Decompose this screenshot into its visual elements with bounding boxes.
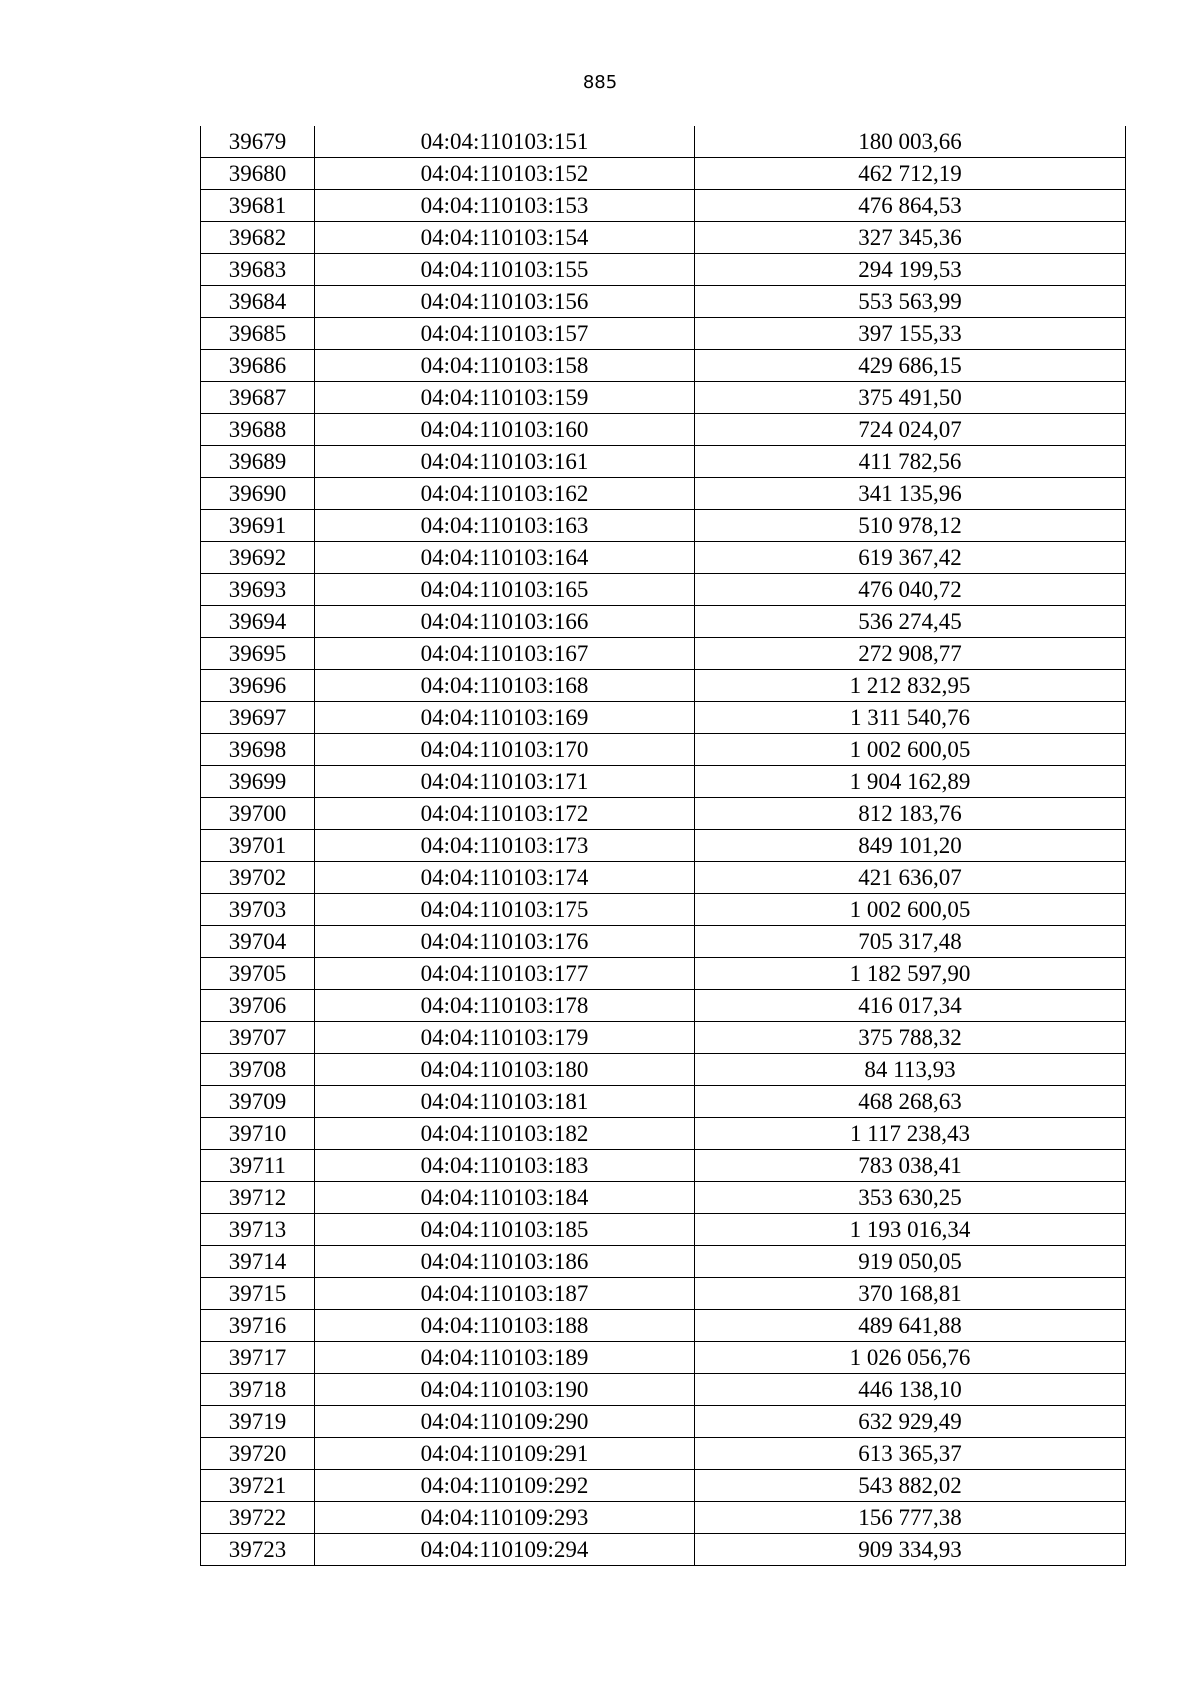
row-number-cell: 39689 <box>201 446 315 478</box>
cadastral-number-cell: 04:04:110103:189 <box>315 1342 695 1374</box>
cadastral-value-cell: 489 641,88 <box>695 1310 1126 1342</box>
cadastral-number-cell: 04:04:110103:156 <box>315 286 695 318</box>
row-number-cell: 39684 <box>201 286 315 318</box>
cadastral-number-cell: 04:04:110103:184 <box>315 1182 695 1214</box>
cadastral-value-cell: 421 636,07 <box>695 862 1126 894</box>
row-number-cell: 39723 <box>201 1534 315 1566</box>
cadastral-number-cell: 04:04:110103:186 <box>315 1246 695 1278</box>
table-row <box>201 446 1126 478</box>
cadastral-value-cell: 1 117 238,43 <box>695 1118 1126 1150</box>
row-number-cell: 39711 <box>201 1150 315 1182</box>
cadastral-value-cell: 619 367,42 <box>695 542 1126 574</box>
cadastral-value-cell: 272 908,77 <box>695 638 1126 670</box>
cadastral-value-cell: 632 929,49 <box>695 1406 1126 1438</box>
row-number-cell: 39713 <box>201 1214 315 1246</box>
cadastral-number-cell: 04:04:110103:190 <box>315 1374 695 1406</box>
cadastral-number-cell: 04:04:110109:293 <box>315 1502 695 1534</box>
cadastral-value-cell: 1 193 016,34 <box>695 1214 1126 1246</box>
cadastral-value-cell: 812 183,76 <box>695 798 1126 830</box>
row-number-cell: 39694 <box>201 606 315 638</box>
cadastral-value-cell: 1 212 832,95 <box>695 670 1126 702</box>
table-row <box>201 254 1126 286</box>
table-row <box>201 926 1126 958</box>
table-body <box>201 126 1126 1566</box>
cadastral-value-cell: 462 712,19 <box>695 158 1126 190</box>
table-row <box>201 670 1126 702</box>
cadastral-value-cell: 849 101,20 <box>695 830 1126 862</box>
cadastral-value-cell: 429 686,15 <box>695 350 1126 382</box>
cadastral-value-cell: 397 155,33 <box>695 318 1126 350</box>
row-number-cell: 39680 <box>201 158 315 190</box>
table-row <box>201 350 1126 382</box>
cadastral-value-cell: 327 345,36 <box>695 222 1126 254</box>
row-number-cell: 39695 <box>201 638 315 670</box>
table-row <box>201 1278 1126 1310</box>
cadastral-number-cell: 04:04:110103:159 <box>315 382 695 414</box>
cadastral-value-cell: 468 268,63 <box>695 1086 1126 1118</box>
table-row <box>201 1118 1126 1150</box>
cadastral-number-cell: 04:04:110109:294 <box>315 1534 695 1566</box>
cadastral-number-cell: 04:04:110103:183 <box>315 1150 695 1182</box>
row-number-cell: 39679 <box>201 126 315 158</box>
row-number-cell: 39696 <box>201 670 315 702</box>
table-row <box>201 1406 1126 1438</box>
table-row <box>201 510 1126 542</box>
row-number-cell: 39687 <box>201 382 315 414</box>
cadastral-value-cell: 1 182 597,90 <box>695 958 1126 990</box>
cadastral-value-cell: 84 113,93 <box>695 1054 1126 1086</box>
row-number-cell: 39685 <box>201 318 315 350</box>
row-number-cell: 39691 <box>201 510 315 542</box>
row-number-cell: 39716 <box>201 1310 315 1342</box>
cadastral-number-cell: 04:04:110109:290 <box>315 1406 695 1438</box>
cadastral-value-cell: 370 168,81 <box>695 1278 1126 1310</box>
cadastral-number-cell: 04:04:110103:167 <box>315 638 695 670</box>
row-number-cell: 39721 <box>201 1470 315 1502</box>
cadastral-value-cell: 375 788,32 <box>695 1022 1126 1054</box>
table-row <box>201 862 1126 894</box>
table-row <box>201 1502 1126 1534</box>
cadastral-value-cell: 909 334,93 <box>695 1534 1126 1566</box>
table-row <box>201 1022 1126 1054</box>
cadastral-number-cell: 04:04:110103:157 <box>315 318 695 350</box>
table-row <box>201 1150 1126 1182</box>
cadastral-number-cell: 04:04:110103:182 <box>315 1118 695 1150</box>
cadastral-number-cell: 04:04:110103:173 <box>315 830 695 862</box>
table-row <box>201 414 1126 446</box>
cadastral-value-cell: 375 491,50 <box>695 382 1126 414</box>
cadastral-number-cell: 04:04:110103:170 <box>315 734 695 766</box>
row-number-cell: 39688 <box>201 414 315 446</box>
table-row <box>201 1310 1126 1342</box>
row-number-cell: 39715 <box>201 1278 315 1310</box>
cadastral-number-cell: 04:04:110103:164 <box>315 542 695 574</box>
cadastral-value-cell: 613 365,37 <box>695 1438 1126 1470</box>
cadastral-value-cell: 353 630,25 <box>695 1182 1126 1214</box>
table-row <box>201 702 1126 734</box>
cadastral-number-cell: 04:04:110103:154 <box>315 222 695 254</box>
row-number-cell: 39719 <box>201 1406 315 1438</box>
cadastral-number-cell: 04:04:110103:181 <box>315 1086 695 1118</box>
table-row <box>201 1342 1126 1374</box>
table-row <box>201 318 1126 350</box>
cadastral-number-cell: 04:04:110103:163 <box>315 510 695 542</box>
cadastral-value-cell: 446 138,10 <box>695 1374 1126 1406</box>
row-number-cell: 39682 <box>201 222 315 254</box>
table-row <box>201 830 1126 862</box>
cadastral-number-cell: 04:04:110103:179 <box>315 1022 695 1054</box>
cadastral-number-cell: 04:04:110103:177 <box>315 958 695 990</box>
cadastral-value-cell: 510 978,12 <box>695 510 1126 542</box>
table-row <box>201 606 1126 638</box>
row-number-cell: 39690 <box>201 478 315 510</box>
row-number-cell: 39702 <box>201 862 315 894</box>
table-row <box>201 1054 1126 1086</box>
row-number-cell: 39718 <box>201 1374 315 1406</box>
row-number-cell: 39712 <box>201 1182 315 1214</box>
cadastral-number-cell: 04:04:110103:171 <box>315 766 695 798</box>
cadastral-number-cell: 04:04:110103:151 <box>315 126 695 158</box>
cadastral-number-cell: 04:04:110103:188 <box>315 1310 695 1342</box>
table-row <box>201 382 1126 414</box>
table-row <box>201 990 1126 1022</box>
row-number-cell: 39707 <box>201 1022 315 1054</box>
row-number-cell: 39698 <box>201 734 315 766</box>
cadastral-number-cell: 04:04:110103:169 <box>315 702 695 734</box>
cadastral-number-cell: 04:04:110103:176 <box>315 926 695 958</box>
cadastral-value-cell: 180 003,66 <box>695 126 1126 158</box>
cadastral-number-cell: 04:04:110103:175 <box>315 894 695 926</box>
row-number-cell: 39693 <box>201 574 315 606</box>
table-row <box>201 894 1126 926</box>
table-row <box>201 798 1126 830</box>
cadastral-number-cell: 04:04:110109:292 <box>315 1470 695 1502</box>
row-number-cell: 39692 <box>201 542 315 574</box>
row-number-cell: 39714 <box>201 1246 315 1278</box>
table-row <box>201 734 1126 766</box>
cadastral-value-cell: 1 311 540,76 <box>695 702 1126 734</box>
cadastral-value-cell: 919 050,05 <box>695 1246 1126 1278</box>
row-number-cell: 39722 <box>201 1502 315 1534</box>
cadastral-value-cell: 411 782,56 <box>695 446 1126 478</box>
cadastral-value-cell: 476 864,53 <box>695 190 1126 222</box>
table-row <box>201 1086 1126 1118</box>
cadastral-value-cell: 536 274,45 <box>695 606 1126 638</box>
cadastral-number-cell: 04:04:110103:166 <box>315 606 695 638</box>
row-number-cell: 39700 <box>201 798 315 830</box>
cadastral-value-cell: 156 777,38 <box>695 1502 1126 1534</box>
cadastral-value-cell: 1 002 600,05 <box>695 894 1126 926</box>
cadastral-number-cell: 04:04:110103:178 <box>315 990 695 1022</box>
table-row <box>201 638 1126 670</box>
cadastral-value-cell: 416 017,34 <box>695 990 1126 1022</box>
row-number-cell: 39703 <box>201 894 315 926</box>
cadastral-number-cell: 04:04:110103:161 <box>315 446 695 478</box>
row-number-cell: 39720 <box>201 1438 315 1470</box>
cadastral-number-cell: 04:04:110103:153 <box>315 190 695 222</box>
table-row <box>201 1534 1126 1566</box>
cadastral-number-cell: 04:04:110103:165 <box>315 574 695 606</box>
cadastral-number-cell: 04:04:110103:152 <box>315 158 695 190</box>
row-number-cell: 39706 <box>201 990 315 1022</box>
cadastral-number-cell: 04:04:110103:185 <box>315 1214 695 1246</box>
table-row <box>201 1470 1126 1502</box>
table-row <box>201 958 1126 990</box>
cadastral-value-cell: 341 135,96 <box>695 478 1126 510</box>
row-number-cell: 39709 <box>201 1086 315 1118</box>
cadastral-number-cell: 04:04:110103:168 <box>315 670 695 702</box>
cadastral-value-cell: 294 199,53 <box>695 254 1126 286</box>
table-row <box>201 190 1126 222</box>
table-row <box>201 222 1126 254</box>
row-number-cell: 39708 <box>201 1054 315 1086</box>
table-row <box>201 542 1126 574</box>
cadastral-number-cell: 04:04:110103:172 <box>315 798 695 830</box>
row-number-cell: 39699 <box>201 766 315 798</box>
cadastral-number-cell: 04:04:110109:291 <box>315 1438 695 1470</box>
row-number-cell: 39681 <box>201 190 315 222</box>
table-row <box>201 126 1126 158</box>
row-number-cell: 39710 <box>201 1118 315 1150</box>
table-row <box>201 1438 1126 1470</box>
cadastral-value-cell: 724 024,07 <box>695 414 1126 446</box>
row-number-cell: 39697 <box>201 702 315 734</box>
cadastral-value-cell: 705 317,48 <box>695 926 1126 958</box>
cadastral-value-cell: 1 002 600,05 <box>695 734 1126 766</box>
page-number: 885 <box>582 72 618 93</box>
cadastral-value-cell: 1 904 162,89 <box>695 766 1126 798</box>
row-number-cell: 39704 <box>201 926 315 958</box>
row-number-cell: 39705 <box>201 958 315 990</box>
cadastral-number-cell: 04:04:110103:174 <box>315 862 695 894</box>
table-row <box>201 766 1126 798</box>
table-row <box>201 1214 1126 1246</box>
cadastral-value-cell: 553 563,99 <box>695 286 1126 318</box>
cadastral-value-cell: 1 026 056,76 <box>695 1342 1126 1374</box>
table-row <box>201 286 1126 318</box>
cadastral-value-cell: 476 040,72 <box>695 574 1126 606</box>
table-row <box>201 1182 1126 1214</box>
cadastral-number-cell: 04:04:110103:187 <box>315 1278 695 1310</box>
table-row <box>201 1374 1126 1406</box>
cadastral-value-cell: 543 882,02 <box>695 1470 1126 1502</box>
table-row <box>201 574 1126 606</box>
cadastral-value-table <box>200 126 1126 1566</box>
cadastral-number-cell: 04:04:110103:162 <box>315 478 695 510</box>
cadastral-number-cell: 04:04:110103:155 <box>315 254 695 286</box>
cadastral-value-cell: 783 038,41 <box>695 1150 1126 1182</box>
cadastral-number-cell: 04:04:110103:158 <box>315 350 695 382</box>
cadastral-number-cell: 04:04:110103:180 <box>315 1054 695 1086</box>
table-row <box>201 478 1126 510</box>
row-number-cell: 39683 <box>201 254 315 286</box>
table-row <box>201 1246 1126 1278</box>
table-row <box>201 158 1126 190</box>
row-number-cell: 39717 <box>201 1342 315 1374</box>
row-number-cell: 39686 <box>201 350 315 382</box>
row-number-cell: 39701 <box>201 830 315 862</box>
cadastral-number-cell: 04:04:110103:160 <box>315 414 695 446</box>
